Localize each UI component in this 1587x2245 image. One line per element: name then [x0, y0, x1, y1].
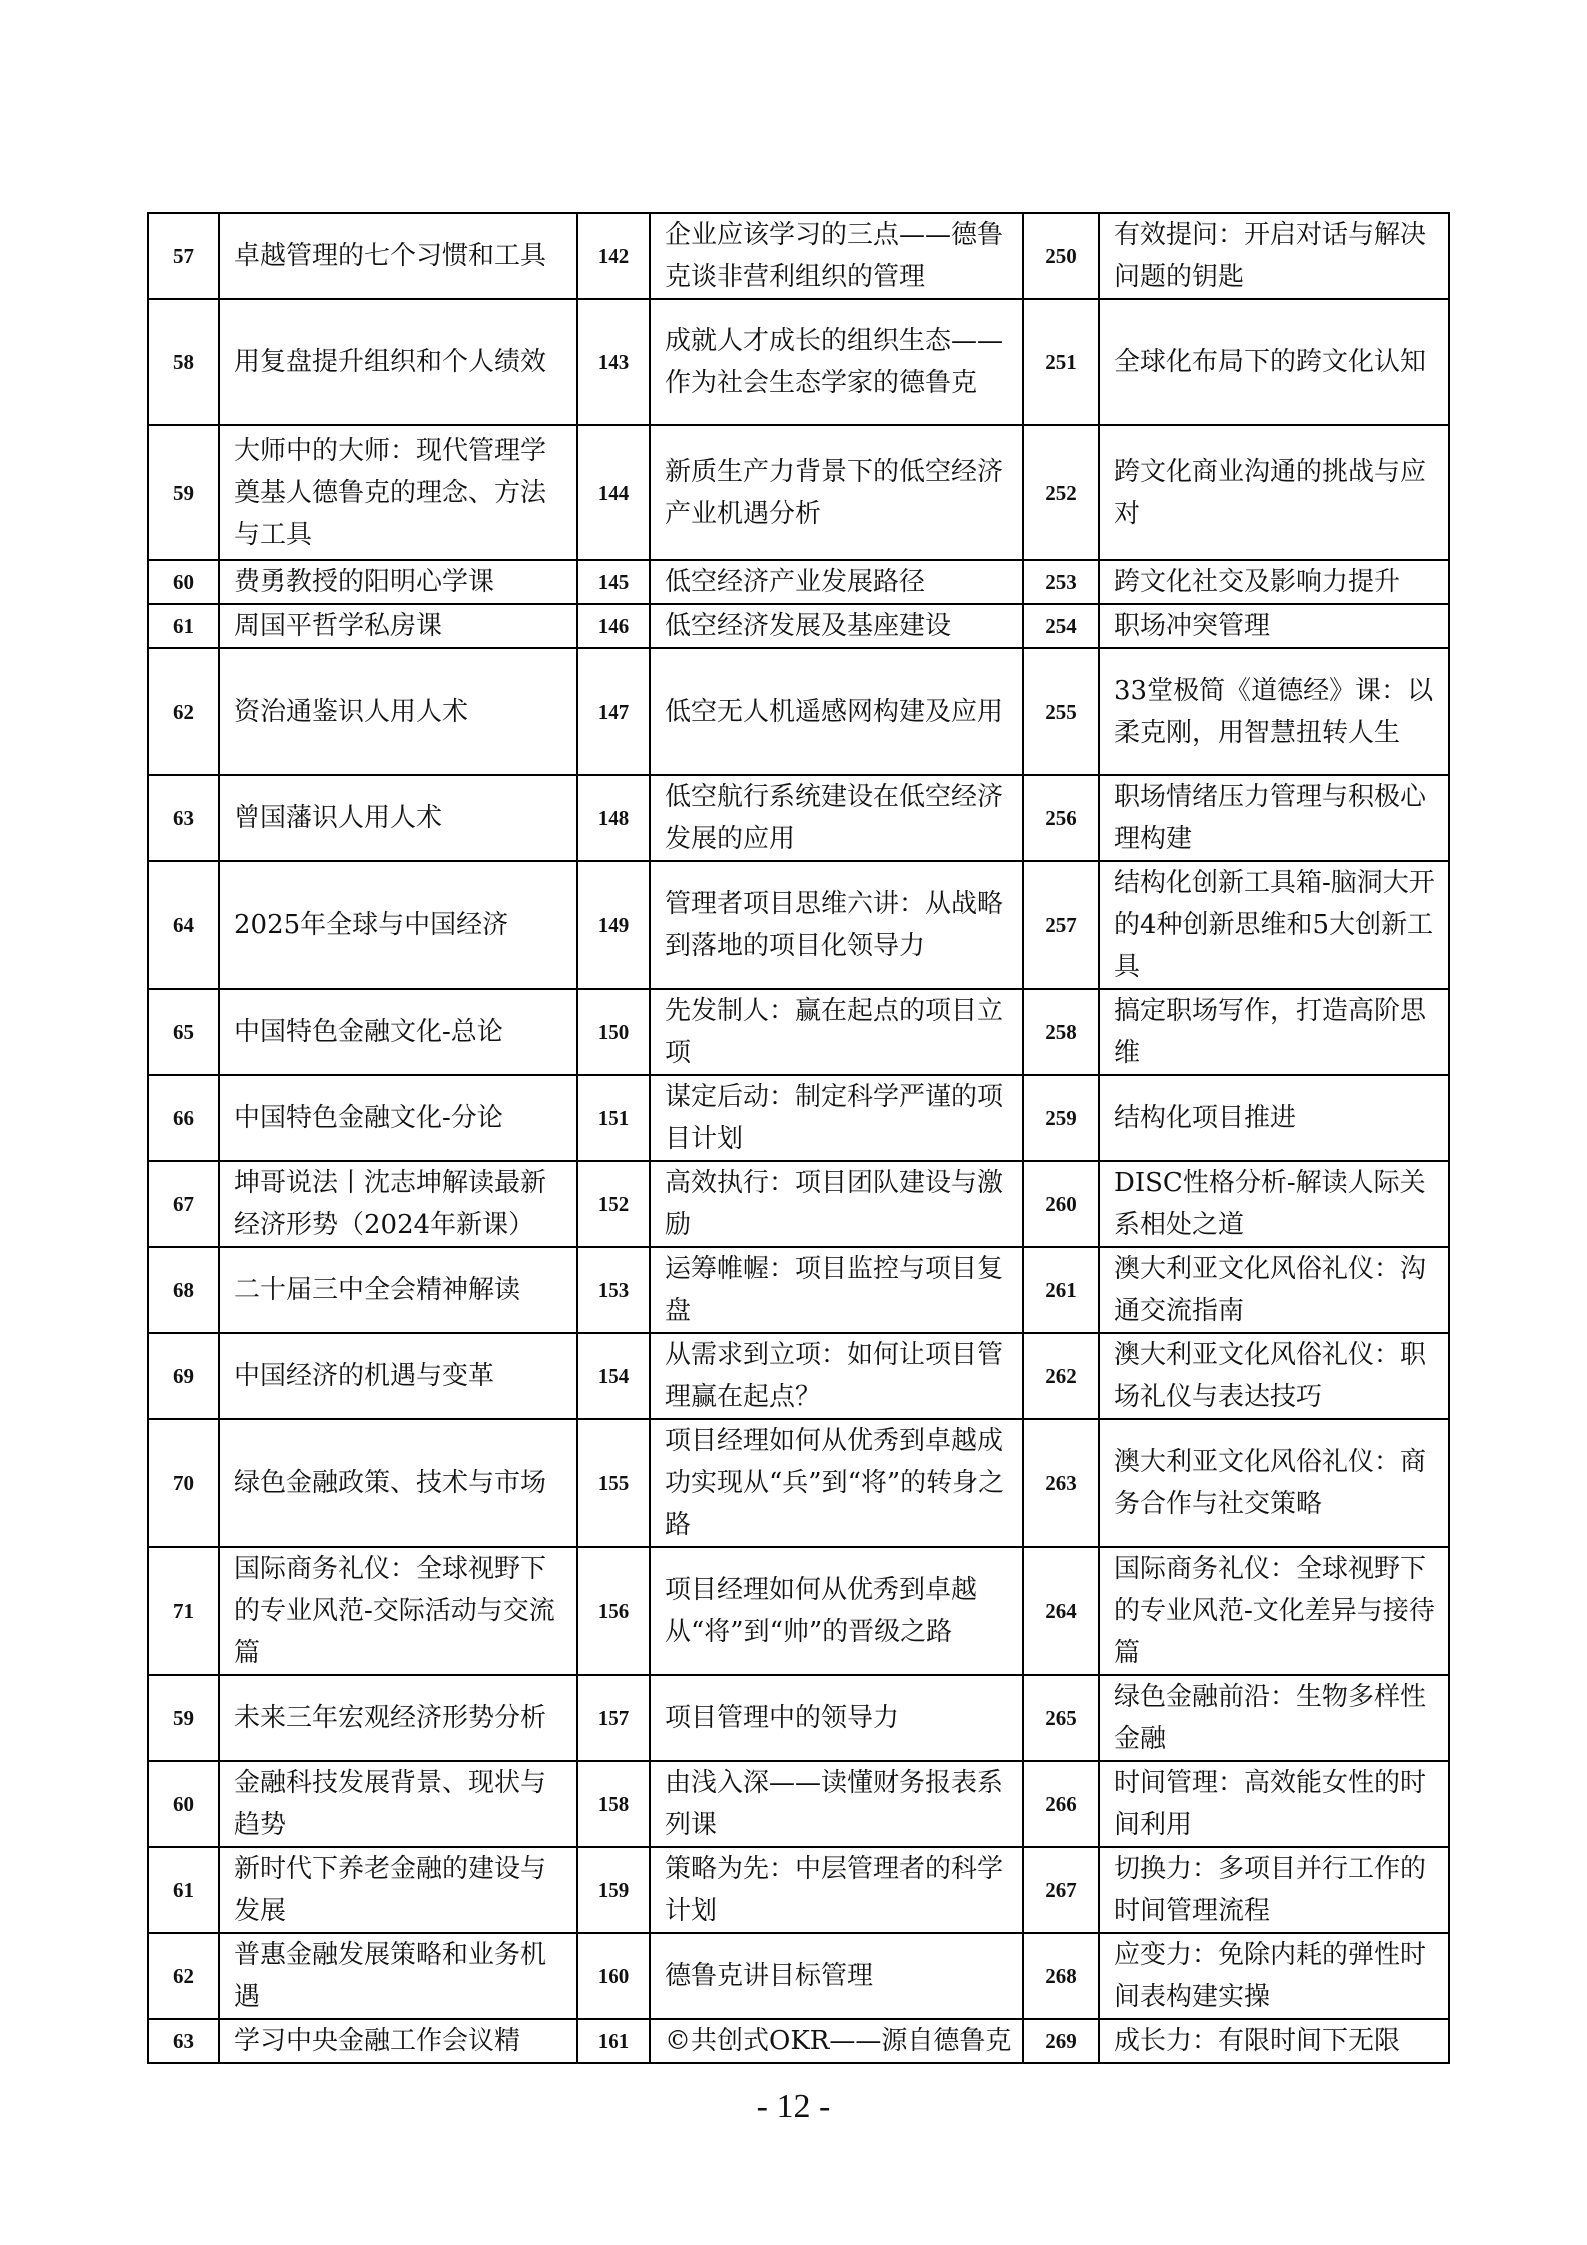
- table-row: [148, 1075, 1449, 1161]
- course-number: 250: [1023, 213, 1099, 299]
- course-table: [147, 212, 1450, 2064]
- course-title: DISC性格分析-解读人际关系相处之道: [1099, 1161, 1449, 1247]
- course-number: 62: [148, 1933, 219, 2019]
- course-title: 绿色金融政策、技术与市场: [219, 1419, 577, 1547]
- course-title: 低空航行系统建设在低空经济发展的应用: [650, 775, 1023, 861]
- table-row: [148, 213, 1449, 299]
- course-title: 国际商务礼仪：全球视野下的专业风范-交际活动与交流篇: [219, 1547, 577, 1675]
- course-number: 57: [148, 213, 219, 299]
- course-number: 268: [1023, 1933, 1099, 2019]
- course-title: 企业应该学习的三点——德鲁克谈非营利组织的管理: [650, 213, 1023, 299]
- course-number: 158: [577, 1761, 650, 1847]
- course-title: 谋定后动：制定科学严谨的项目计划: [650, 1075, 1023, 1161]
- course-title: 金融科技发展背景、现状与趋势: [219, 1761, 577, 1847]
- course-number: 151: [577, 1075, 650, 1161]
- course-title: 全球化布局下的跨文化认知: [1099, 299, 1449, 425]
- course-title: 成长力：有限时间下无限: [1099, 2019, 1449, 2063]
- course-title: 策略为先：中层管理者的科学计划: [650, 1847, 1023, 1933]
- table-row: [148, 604, 1449, 648]
- course-title: 曾国藩识人用人术: [219, 775, 577, 861]
- course-number: 147: [577, 648, 650, 775]
- course-number: 63: [148, 2019, 219, 2063]
- course-number: 263: [1023, 1419, 1099, 1547]
- course-number: 66: [148, 1075, 219, 1161]
- course-title: 应变力：免除内耗的弹性时间表构建实操: [1099, 1933, 1449, 2019]
- course-number: 153: [577, 1247, 650, 1333]
- course-number: 142: [577, 213, 650, 299]
- course-title: 周国平哲学私房课: [219, 604, 577, 648]
- table-row: [148, 1761, 1449, 1847]
- course-title: 时间管理：高效能女性的时间利用: [1099, 1761, 1449, 1847]
- course-number: 60: [148, 1761, 219, 1847]
- course-number: 254: [1023, 604, 1099, 648]
- course-title: 大师中的大师：现代管理学奠基人德鲁克的理念、方法与工具: [219, 425, 577, 560]
- table-row: [148, 1419, 1449, 1547]
- course-number: 59: [148, 425, 219, 560]
- table-row: [148, 560, 1449, 604]
- course-title: 中国特色金融文化-分论: [219, 1075, 577, 1161]
- table-row: [148, 425, 1449, 560]
- course-number: 148: [577, 775, 650, 861]
- course-number: 59: [148, 1675, 219, 1761]
- course-title: 管理者项目思维六讲：从战略到落地的项目化领导力: [650, 861, 1023, 989]
- course-number: 261: [1023, 1247, 1099, 1333]
- table-row: [148, 1675, 1449, 1761]
- course-number: 265: [1023, 1675, 1099, 1761]
- course-title: 低空无人机遥感网构建及应用: [650, 648, 1023, 775]
- course-number: 160: [577, 1933, 650, 2019]
- course-number: 143: [577, 299, 650, 425]
- course-title: 高效执行：项目团队建设与激励: [650, 1161, 1023, 1247]
- table-row: [148, 1161, 1449, 1247]
- course-title: 先发制人：赢在起点的项目立项: [650, 989, 1023, 1075]
- course-title: 低空经济产业发展路径: [650, 560, 1023, 604]
- course-title: 跨文化商业沟通的挑战与应对: [1099, 425, 1449, 560]
- course-number: 154: [577, 1333, 650, 1419]
- table-row: [148, 1333, 1449, 1419]
- course-title: 职场冲突管理: [1099, 604, 1449, 648]
- course-title: 成就人才成长的组织生态——作为社会生态学家的德鲁克: [650, 299, 1023, 425]
- course-number: 70: [148, 1419, 219, 1547]
- course-title: 新质生产力背景下的低空经济产业机遇分析: [650, 425, 1023, 560]
- course-title: 资治通鉴识人用人术: [219, 648, 577, 775]
- table-row: [148, 1547, 1449, 1675]
- table-row: [148, 989, 1449, 1075]
- course-title: 卓越管理的七个习惯和工具: [219, 213, 577, 299]
- course-number: 150: [577, 989, 650, 1075]
- table-row: [148, 861, 1449, 989]
- course-title: 新时代下养老金融的建设与发展: [219, 1847, 577, 1933]
- course-title: 学习中央金融工作会议精: [219, 2019, 577, 2063]
- table-row: [148, 775, 1449, 861]
- course-title: 有效提问：开启对话与解决问题的钥匙: [1099, 213, 1449, 299]
- course-number: 260: [1023, 1161, 1099, 1247]
- course-title: 运筹帷幄：项目监控与项目复盘: [650, 1247, 1023, 1333]
- course-number: 58: [148, 299, 219, 425]
- course-number: 156: [577, 1547, 650, 1675]
- course-number: 61: [148, 1847, 219, 1933]
- table-row: [148, 1247, 1449, 1333]
- course-title: 未来三年宏观经济形势分析: [219, 1675, 577, 1761]
- course-title: 从需求到立项：如何让项目管理赢在起点？: [650, 1333, 1023, 1419]
- course-title: 项目经理如何从优秀到卓越从“将”到“帅”的晋级之路: [650, 1547, 1023, 1675]
- table-row: [148, 2019, 1449, 2063]
- course-title: 切换力：多项目并行工作的时间管理流程: [1099, 1847, 1449, 1933]
- course-number: 68: [148, 1247, 219, 1333]
- course-title: 国际商务礼仪：全球视野下的专业风范-文化差异与接待篇: [1099, 1547, 1449, 1675]
- course-title: 跨文化社交及影响力提升: [1099, 560, 1449, 604]
- course-title: 项目经理如何从优秀到卓越成功实现从“兵”到“将”的转身之路: [650, 1419, 1023, 1547]
- course-number: 64: [148, 861, 219, 989]
- course-number: 255: [1023, 648, 1099, 775]
- course-title: 二十届三中全会精神解读: [219, 1247, 577, 1333]
- table-row: [148, 299, 1449, 425]
- course-number: 264: [1023, 1547, 1099, 1675]
- course-number: 269: [1023, 2019, 1099, 2063]
- table-row: [148, 648, 1449, 775]
- course-title: 澳大利亚文化风俗礼仪：沟通交流指南: [1099, 1247, 1449, 1333]
- course-title: 33堂极简《道德经》课：以柔克刚，用智慧扭转人生: [1099, 648, 1449, 775]
- course-title: 费勇教授的阳明心学课: [219, 560, 577, 604]
- course-number: 63: [148, 775, 219, 861]
- course-number: 60: [148, 560, 219, 604]
- course-number: 149: [577, 861, 650, 989]
- course-number: 62: [148, 648, 219, 775]
- course-title: 2025年全球与中国经济: [219, 861, 577, 989]
- course-title: 德鲁克讲目标管理: [650, 1933, 1023, 2019]
- course-number: 155: [577, 1419, 650, 1547]
- course-table-body: [148, 213, 1449, 2063]
- course-number: 144: [577, 425, 650, 560]
- course-title: 由浅入深——读懂财务报表系列课: [650, 1761, 1023, 1847]
- course-number: 159: [577, 1847, 650, 1933]
- course-title: 普惠金融发展策略和业务机遇: [219, 1933, 577, 2019]
- course-number: 65: [148, 989, 219, 1075]
- course-title: 低空经济发展及基座建设: [650, 604, 1023, 648]
- course-number: 257: [1023, 861, 1099, 989]
- course-number: 267: [1023, 1847, 1099, 1933]
- course-title: ©共创式OKR——源自德鲁克: [650, 2019, 1023, 2063]
- course-title: 绿色金融前沿：生物多样性金融: [1099, 1675, 1449, 1761]
- course-title: 用复盘提升组织和个人绩效: [219, 299, 577, 425]
- course-number: 266: [1023, 1761, 1099, 1847]
- table-row: [148, 1847, 1449, 1933]
- page-number: - 12 -: [756, 2088, 831, 2125]
- course-number: 258: [1023, 989, 1099, 1075]
- course-number: 69: [148, 1333, 219, 1419]
- course-number: 146: [577, 604, 650, 648]
- course-title: 中国经济的机遇与变革: [219, 1333, 577, 1419]
- course-number: 145: [577, 560, 650, 604]
- course-number: 253: [1023, 560, 1099, 604]
- course-number: 157: [577, 1675, 650, 1761]
- course-number: 252: [1023, 425, 1099, 560]
- course-number: 67: [148, 1161, 219, 1247]
- course-number: 152: [577, 1161, 650, 1247]
- course-number: 259: [1023, 1075, 1099, 1161]
- course-title: 搞定职场写作，打造高阶思维: [1099, 989, 1449, 1075]
- course-title: 结构化创新工具箱-脑洞大开的4种创新思维和5大创新工具: [1099, 861, 1449, 989]
- course-number: 251: [1023, 299, 1099, 425]
- course-number: 61: [148, 604, 219, 648]
- course-title: 职场情绪压力管理与积极心理构建: [1099, 775, 1449, 861]
- course-title: 坤哥说法丨沈志坤解读最新经济形势（2024年新课）: [219, 1161, 577, 1247]
- course-number: 256: [1023, 775, 1099, 861]
- course-number: 262: [1023, 1333, 1099, 1419]
- course-title: 澳大利亚文化风俗礼仪：商务合作与社交策略: [1099, 1419, 1449, 1547]
- course-title: 澳大利亚文化风俗礼仪：职场礼仪与表达技巧: [1099, 1333, 1449, 1419]
- course-title: 结构化项目推进: [1099, 1075, 1449, 1161]
- course-number: 71: [148, 1547, 219, 1675]
- course-title: 中国特色金融文化-总论: [219, 989, 577, 1075]
- table-row: [148, 1933, 1449, 2019]
- course-number: 161: [577, 2019, 650, 2063]
- course-title: 项目管理中的领导力: [650, 1675, 1023, 1761]
